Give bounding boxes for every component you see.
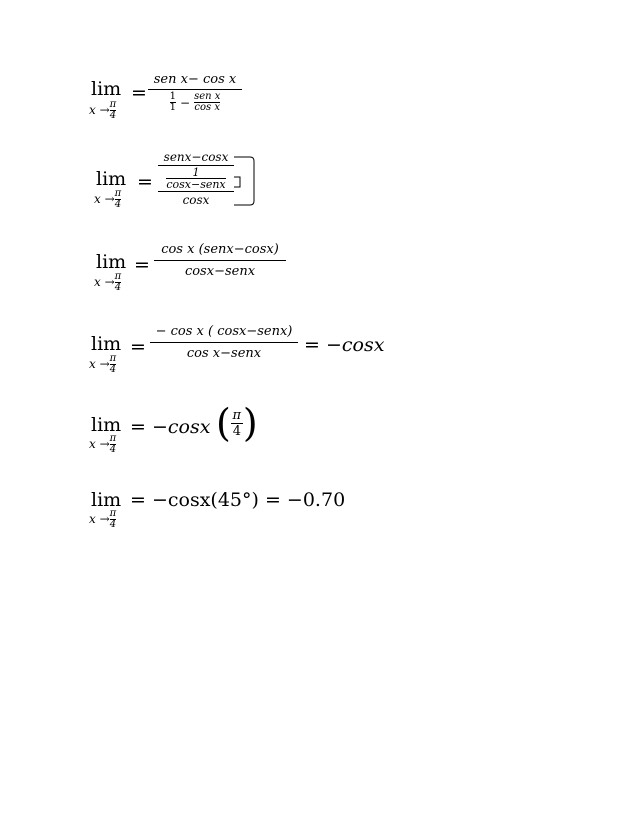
- sub-var: x: [89, 437, 96, 451]
- expression-6: = −cosx(45°) = −0.70: [130, 489, 346, 511]
- middle-den: cosx−senx: [166, 178, 226, 191]
- sub-fraction: [115, 272, 122, 293]
- sub-fraction: [110, 509, 117, 530]
- lim-label: lim: [91, 414, 122, 436]
- fraction-3-numerator: cos x (senx−cosx): [161, 242, 279, 257]
- middle-num: 1: [192, 166, 200, 179]
- den-minus: −: [180, 95, 191, 110]
- sub-arrow: →: [99, 103, 110, 117]
- limit-subscript-6: [89, 509, 116, 530]
- sub-num: π: [109, 508, 117, 519]
- result-4: = −cosx: [304, 334, 385, 356]
- limit-subscript-4: [89, 354, 116, 375]
- sub-num: π: [109, 99, 117, 110]
- den-right-den: cos x: [194, 102, 220, 113]
- limit-subscript-2: [94, 189, 121, 210]
- sub-den: 4: [109, 444, 117, 455]
- sub-var: x: [89, 103, 96, 117]
- sub-num: π: [109, 433, 117, 444]
- limit-block-1: [91, 78, 121, 100]
- sub-var: x: [89, 512, 96, 526]
- sub-den: 4: [109, 110, 117, 121]
- sub-num: π: [114, 188, 122, 199]
- fraction-4-numerator: − cos x ( cosx−senx): [155, 324, 293, 339]
- limit-subscript-5: [89, 434, 116, 455]
- sub-den: 4: [114, 199, 122, 210]
- sub-num: π: [109, 353, 117, 364]
- fraction-2: [158, 150, 234, 207]
- lim-label: lim: [96, 251, 127, 273]
- fraction-2-middle: [166, 167, 225, 190]
- sub-fraction: [110, 434, 117, 455]
- paren-num: π: [232, 407, 242, 423]
- lim-label: lim: [91, 489, 122, 511]
- sub-den: 4: [114, 282, 122, 293]
- sub-var: x: [94, 275, 101, 289]
- equals-2: =: [137, 171, 153, 193]
- fraction-4: [150, 324, 298, 361]
- sub-arrow: →: [104, 275, 115, 289]
- fraction-3: [154, 242, 286, 279]
- fraction-1-denominator: [170, 92, 221, 113]
- fraction-4-denominator: cos x−senx: [186, 346, 262, 361]
- lim-label: lim: [96, 168, 127, 190]
- fraction-3-denominator: cosx−senx: [184, 264, 256, 279]
- sub-fraction: [115, 189, 122, 210]
- fraction-2-top: senx−cosx: [163, 150, 229, 164]
- equals-4: =: [130, 336, 146, 358]
- fraction-1-numerator: sen x− cos x: [153, 72, 237, 87]
- den-left-den: 1: [169, 102, 176, 113]
- den-right-num: sen x: [194, 91, 221, 102]
- paren-den: 4: [232, 423, 241, 439]
- sub-den: 4: [109, 519, 117, 530]
- sub-arrow: →: [104, 192, 115, 206]
- fraction-2-bottom: cosx: [182, 193, 210, 207]
- sub-fraction: [110, 354, 117, 375]
- limit-subscript-3: [94, 272, 121, 293]
- sub-arrow: →: [99, 437, 110, 451]
- sub-arrow: →: [99, 357, 110, 371]
- lim-label: lim: [91, 333, 122, 355]
- sub-den: 4: [109, 364, 117, 375]
- lim-label: lim: [91, 78, 122, 100]
- equals-1: =: [131, 82, 147, 104]
- expression-5: = −cosx: [130, 416, 211, 438]
- sub-num: π: [114, 271, 122, 282]
- fraction-1: [148, 72, 242, 113]
- paren-fraction-5: ( $\frac{\pi}{4}$ ): [216, 401, 258, 445]
- sub-var: x: [89, 357, 96, 371]
- sub-fraction: [110, 100, 117, 121]
- equals-3: =: [134, 254, 150, 276]
- limit-subscript-1: [89, 100, 116, 121]
- sub-arrow: →: [99, 512, 110, 526]
- sub-var: x: [94, 192, 101, 206]
- den-left-num: 1: [169, 91, 176, 102]
- bracket-2: [232, 155, 256, 207]
